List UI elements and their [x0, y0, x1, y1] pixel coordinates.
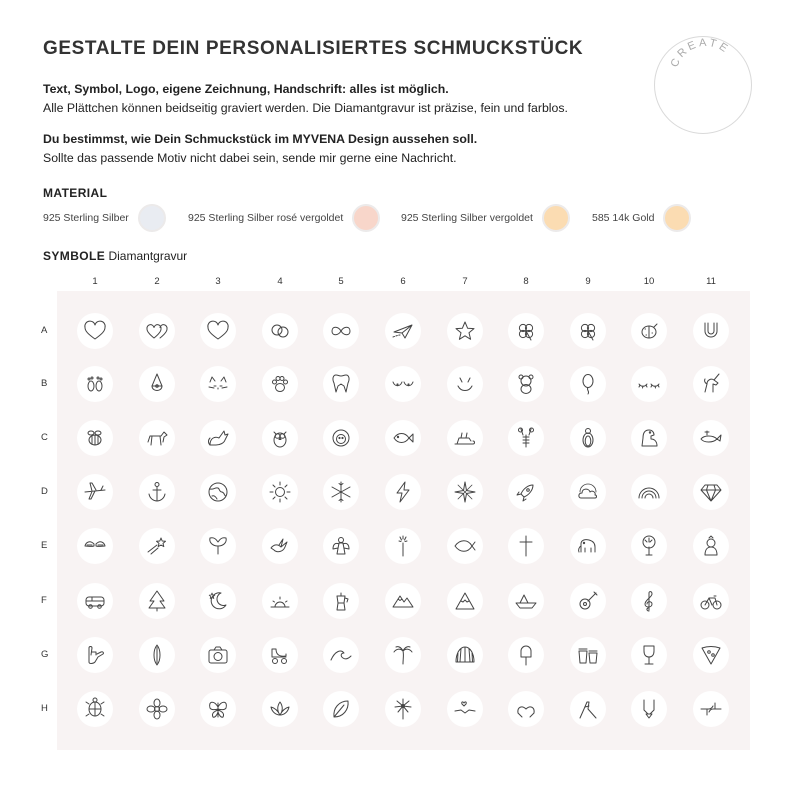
symbol-gnome-icon[interactable]	[139, 366, 175, 402]
material-item[interactable]	[592, 202, 691, 234]
symbol-whale-icon[interactable]	[693, 420, 729, 456]
row-header: F	[41, 595, 47, 606]
symbol-shooting-icon[interactable]	[139, 528, 175, 564]
symbol-globe-icon[interactable]	[200, 474, 236, 510]
symbol-coupleHands-icon[interactable]	[631, 691, 667, 727]
row-header: E	[41, 540, 48, 551]
column-header: 9	[585, 276, 591, 287]
symbol-lobster-icon[interactable]	[508, 420, 544, 456]
symbol-rocket-icon[interactable]	[508, 474, 544, 510]
material-heading: MATERIAL	[43, 186, 108, 200]
symbol-smiley-icon[interactable]	[447, 366, 483, 402]
symbol-shell-icon[interactable]	[447, 637, 483, 673]
column-header: 11	[706, 276, 716, 287]
intro-paragraph-2	[43, 130, 477, 168]
symbol-snowflake-icon[interactable]	[323, 474, 359, 510]
row-header: H	[41, 703, 48, 714]
symbol-icecream-icon[interactable]	[508, 637, 544, 673]
symbol-balloon-icon[interactable]	[570, 366, 606, 402]
symbol-turtle-icon[interactable]	[77, 691, 113, 727]
symbols-heading: SYMBOLE Diamantgravur	[43, 249, 188, 263]
symbol-pizza-icon[interactable]	[693, 637, 729, 673]
symbol-handstouch-icon[interactable]	[570, 691, 606, 727]
symbol-fish-icon[interactable]	[385, 420, 421, 456]
symbol-shaka-icon[interactable]	[77, 637, 113, 673]
symbol-unicorn-icon[interactable]	[693, 366, 729, 402]
symbol-hearts-icon[interactable]	[139, 313, 175, 349]
symbol-moon-icon[interactable]	[200, 583, 236, 619]
material-swatch	[352, 204, 380, 232]
symbol-bee-icon[interactable]	[77, 420, 113, 456]
symbol-bolt-icon[interactable]	[385, 474, 421, 510]
intro-line-1: Text, Symbol, Logo, eigene Zeichnung, Handschrift: alles ist möglich.	[43, 82, 449, 96]
symbol-boat-icon[interactable]	[508, 583, 544, 619]
symbol-clef-icon[interactable]	[631, 583, 667, 619]
column-header: 1	[92, 276, 98, 287]
material-swatch	[542, 204, 570, 232]
symbol-sunset-icon[interactable]	[262, 583, 298, 619]
material-list	[43, 202, 763, 234]
intro-line-3: Du bestimmst, wie Dein Schmuckstück im MYVENA Design aussehen soll.	[43, 132, 478, 146]
symbol-holdinghands-icon[interactable]	[447, 691, 483, 727]
symbol-stroller-icon[interactable]	[262, 637, 298, 673]
row-header: A	[41, 325, 48, 336]
symbol-sleigh-icon[interactable]	[447, 420, 483, 456]
symbol-compass-icon[interactable]	[447, 474, 483, 510]
row-header: C	[41, 432, 48, 443]
column-header: 2	[154, 276, 160, 287]
symbol-clover-icon[interactable]	[570, 313, 606, 349]
symbol-moka-icon[interactable]	[323, 583, 359, 619]
symbol-buddha-icon[interactable]	[693, 528, 729, 564]
symbol-cups-icon[interactable]	[570, 637, 606, 673]
symbol-dino-icon[interactable]	[631, 420, 667, 456]
symbol-grid	[57, 291, 750, 750]
intro-line-4: Sollte das passende Motiv nicht dabei sein, sende mir gerne eine Nachricht.	[43, 151, 457, 165]
symbol-van-icon[interactable]	[77, 583, 113, 619]
material-name: 585 14k Gold	[592, 212, 655, 224]
material-name: 925 Sterling Silber	[43, 212, 129, 224]
symbol-flower-icon[interactable]	[139, 691, 175, 727]
symbol-star-icon[interactable]	[447, 313, 483, 349]
symbol-sparkler-icon[interactable]	[385, 528, 421, 564]
symbol-wave-icon[interactable]	[323, 637, 359, 673]
symbol-pinky-icon[interactable]	[693, 691, 729, 727]
symbol-cloud-icon[interactable]	[570, 474, 606, 510]
symbol-pine-icon[interactable]	[139, 583, 175, 619]
symbol-tree-icon[interactable]	[631, 528, 667, 564]
symbol-ladybug-icon[interactable]	[631, 313, 667, 349]
symbol-camera-icon[interactable]	[200, 637, 236, 673]
symbol-bear-icon[interactable]	[508, 366, 544, 402]
row-header: G	[41, 649, 49, 660]
symbol-horseshoe-icon[interactable]	[693, 313, 729, 349]
symbol-cross-icon[interactable]	[508, 528, 544, 564]
symbol-paw-icon[interactable]	[262, 366, 298, 402]
symbol-dandelion-icon[interactable]	[385, 691, 421, 727]
material-swatch	[138, 204, 166, 232]
symbol-cat-icon[interactable]	[200, 420, 236, 456]
symbol-heart-icon[interactable]	[200, 313, 236, 349]
symbol-elephant-icon[interactable]	[570, 528, 606, 564]
create-badge-text	[654, 36, 750, 132]
symbol-butterfly-icon[interactable]	[200, 691, 236, 727]
intro-line-2: Alle Plättchen können beidseitig graviert werden. Die Diamantgravur ist präzise, fein und farblos.	[43, 101, 568, 115]
symbol-tooth-icon[interactable]	[323, 366, 359, 402]
column-header: 8	[523, 276, 529, 287]
symbol-catface-icon[interactable]	[200, 366, 236, 402]
intro-paragraph-1	[43, 80, 568, 118]
symbol-curves-icon[interactable]	[385, 366, 421, 402]
symbol-airplane-icon[interactable]	[77, 474, 113, 510]
column-header: 3	[215, 276, 221, 287]
column-header: 4	[277, 276, 283, 287]
symbol-lion-icon[interactable]	[323, 420, 359, 456]
symbol-heart-icon[interactable]	[77, 313, 113, 349]
symbol-handsheart-icon[interactable]	[508, 691, 544, 727]
symbol-wings-icon[interactable]	[77, 528, 113, 564]
row-header: B	[41, 378, 48, 389]
material-item[interactable]	[401, 202, 570, 234]
symbol-anchor-icon[interactable]	[139, 474, 175, 510]
material-item[interactable]	[188, 202, 380, 234]
symbol-feet-icon[interactable]	[77, 366, 113, 402]
symbol-lotus-icon[interactable]	[262, 691, 298, 727]
symbol-lashes-icon[interactable]	[631, 366, 667, 402]
column-header: 7	[462, 276, 468, 287]
symbol-circles-icon[interactable]	[262, 313, 298, 349]
symbol-sun-icon[interactable]	[262, 474, 298, 510]
symbol-wine-icon[interactable]	[631, 637, 667, 673]
row-header: D	[41, 486, 48, 497]
symbol-dove-icon[interactable]	[262, 528, 298, 564]
symbol-mountains-icon[interactable]	[385, 583, 421, 619]
column-header: 6	[400, 276, 406, 287]
column-header: 5	[338, 276, 344, 287]
symbol-dog-icon[interactable]	[139, 420, 175, 456]
symbol-owl-icon[interactable]	[262, 420, 298, 456]
symbol-clover-icon[interactable]	[508, 313, 544, 349]
symbol-guitar-icon[interactable]	[570, 583, 606, 619]
material-name: 925 Sterling Silber vergoldet	[401, 212, 533, 224]
symbol-ginkgo-icon[interactable]	[200, 528, 236, 564]
material-swatch	[663, 204, 691, 232]
material-name: 925 Sterling Silber rosé vergoldet	[188, 212, 344, 224]
create-text: CREATE	[668, 36, 732, 70]
symbol-mountain-icon[interactable]	[447, 583, 483, 619]
symbol-surf-icon[interactable]	[139, 637, 175, 673]
symbol-palm-icon[interactable]	[385, 637, 421, 673]
page-title: GESTALTE DEIN PERSONALISIERTES SCHMUCKSTÜCK	[43, 38, 584, 59]
column-header: 10	[643, 276, 655, 287]
symbol-diamond-icon[interactable]	[693, 474, 729, 510]
material-item[interactable]	[43, 202, 166, 234]
symbol-plane-icon[interactable]	[385, 313, 421, 349]
symbol-infinity-icon[interactable]	[323, 313, 359, 349]
svg-text:CREATE	[668, 37, 731, 69]
symbol-penguin-icon[interactable]	[570, 420, 606, 456]
symbol-bike-icon[interactable]	[693, 583, 729, 619]
symbol-leaf-icon[interactable]	[323, 691, 359, 727]
symbol-rainbow-icon[interactable]	[631, 474, 667, 510]
symbol-ichthys-icon[interactable]	[447, 528, 483, 564]
symbol-angel-icon[interactable]	[323, 528, 359, 564]
